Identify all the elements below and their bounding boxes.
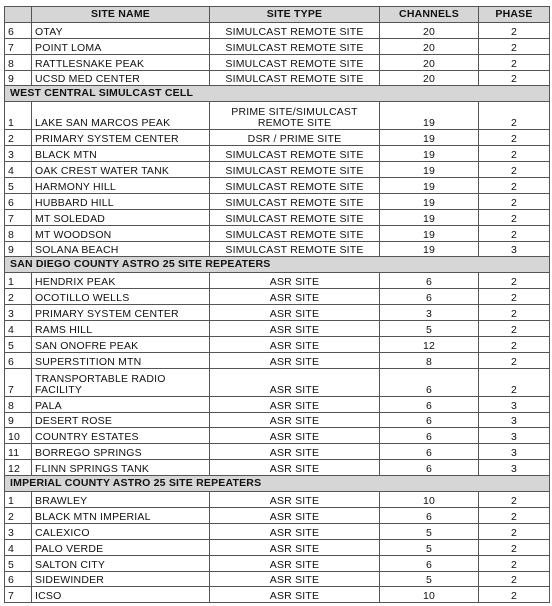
section-header-row — [5, 476, 550, 492]
site-name-cell: PRIMARY SYSTEM CENTER — [32, 130, 210, 146]
channels-cell: 19 — [380, 241, 479, 257]
row-number: 6 — [5, 352, 32, 368]
row-number: 1 — [5, 273, 32, 289]
site-type-cell: ASR SITE — [210, 412, 380, 428]
phase-cell: 2 — [479, 38, 550, 54]
site-type-cell: SIMULCAST REMOTE SITE — [210, 162, 380, 178]
site-name-cell: LAKE SAN MARCOS PEAK — [32, 102, 210, 130]
site-name-cell: HUBBARD HILL — [32, 193, 210, 209]
table-row — [5, 209, 550, 225]
site-type-cell: ASR SITE — [210, 523, 380, 539]
site-name-cell: CALEXICO — [32, 523, 210, 539]
header-phase: PHASE — [479, 7, 550, 23]
site-type-cell: PRIME SITE/SIMULCAST REMOTE SITE — [210, 102, 380, 130]
site-type-cell: ASR SITE — [210, 368, 380, 396]
site-name-cell: MT WOODSON — [32, 225, 210, 241]
section-title: IMPERIAL COUNTY ASTRO 25 SITE REPEATERS — [5, 476, 550, 492]
header-channels: CHANNELS — [380, 7, 479, 23]
table-row — [5, 460, 550, 476]
table-row — [5, 305, 550, 321]
phase-cell: 2 — [479, 507, 550, 523]
site-type-cell: ASR SITE — [210, 273, 380, 289]
site-name-cell: SALTON CITY — [32, 555, 210, 571]
site-name-cell: PALO VERDE — [32, 539, 210, 555]
site-name-cell: SUPERSTITION MTN — [32, 352, 210, 368]
table-row — [5, 507, 550, 523]
table-row — [5, 162, 550, 178]
site-type-cell: ASR SITE — [210, 587, 380, 603]
channels-cell: 19 — [380, 193, 479, 209]
channels-cell: 19 — [380, 178, 479, 194]
site-type-cell: DSR / PRIME SITE — [210, 130, 380, 146]
row-number: 10 — [5, 428, 32, 444]
site-type-cell: SIMULCAST REMOTE SITE — [210, 54, 380, 70]
site-name-cell: RAMS HILL — [32, 321, 210, 337]
site-type-cell: SIMULCAST REMOTE SITE — [210, 241, 380, 257]
table-row — [5, 555, 550, 571]
site-table — [4, 6, 550, 603]
site-name-cell: SOLANA BEACH — [32, 241, 210, 257]
row-number: 9 — [5, 412, 32, 428]
phase-cell: 2 — [479, 178, 550, 194]
phase-cell: 2 — [479, 146, 550, 162]
phase-cell: 2 — [479, 162, 550, 178]
channels-cell: 8 — [380, 352, 479, 368]
phase-cell: 2 — [479, 555, 550, 571]
channels-cell: 6 — [380, 507, 479, 523]
channels-cell: 20 — [380, 22, 479, 38]
channels-cell: 5 — [380, 571, 479, 587]
row-number: 1 — [5, 492, 32, 508]
table-row — [5, 70, 550, 86]
site-type-cell: SIMULCAST REMOTE SITE — [210, 146, 380, 162]
table-row — [5, 587, 550, 603]
channels-cell: 12 — [380, 336, 479, 352]
phase-cell: 3 — [479, 428, 550, 444]
row-number: 3 — [5, 523, 32, 539]
row-number: 12 — [5, 460, 32, 476]
table-row — [5, 178, 550, 194]
table-row — [5, 22, 550, 38]
phase-cell: 2 — [479, 352, 550, 368]
phase-cell: 2 — [479, 209, 550, 225]
table-row — [5, 146, 550, 162]
channels-cell: 6 — [380, 555, 479, 571]
channels-cell: 10 — [380, 492, 479, 508]
header-row — [5, 7, 550, 23]
channels-cell: 6 — [380, 289, 479, 305]
table-row — [5, 321, 550, 337]
phase-cell: 2 — [479, 22, 550, 38]
row-number: 4 — [5, 321, 32, 337]
site-type-cell: ASR SITE — [210, 396, 380, 412]
channels-cell: 20 — [380, 70, 479, 86]
header-site-name: SITE NAME — [32, 7, 210, 23]
phase-cell: 2 — [479, 289, 550, 305]
phase-cell: 2 — [479, 336, 550, 352]
section-title: SAN DIEGO COUNTY ASTRO 25 SITE REPEATERS — [5, 257, 550, 273]
table-row — [5, 289, 550, 305]
phase-cell: 3 — [479, 396, 550, 412]
row-number: 7 — [5, 587, 32, 603]
row-number: 3 — [5, 146, 32, 162]
phase-cell: 2 — [479, 193, 550, 209]
site-name-cell: BLACK MTN — [32, 146, 210, 162]
table-row — [5, 193, 550, 209]
row-number: 2 — [5, 130, 32, 146]
channels-cell: 19 — [380, 225, 479, 241]
table-row — [5, 241, 550, 257]
row-number: 7 — [5, 38, 32, 54]
channels-cell: 5 — [380, 539, 479, 555]
site-type-cell: ASR SITE — [210, 289, 380, 305]
phase-cell: 2 — [479, 225, 550, 241]
table-row — [5, 444, 550, 460]
site-name-cell: SAN ONOFRE PEAK — [32, 336, 210, 352]
channels-cell: 6 — [380, 428, 479, 444]
row-number: 8 — [5, 54, 32, 70]
section-title: WEST CENTRAL SIMULCAST CELL — [5, 86, 550, 102]
site-name-cell: BRAWLEY — [32, 492, 210, 508]
table-row — [5, 396, 550, 412]
table-row — [5, 352, 550, 368]
site-name-cell: HARMONY HILL — [32, 178, 210, 194]
table-row — [5, 539, 550, 555]
row-number: 9 — [5, 241, 32, 257]
site-name-cell: PRIMARY SYSTEM CENTER — [32, 305, 210, 321]
site-name-cell: MT SOLEDAD — [32, 209, 210, 225]
phase-cell: 2 — [479, 368, 550, 396]
header-num — [5, 7, 32, 23]
row-number: 6 — [5, 571, 32, 587]
row-number: 8 — [5, 396, 32, 412]
phase-cell: 3 — [479, 460, 550, 476]
site-type-cell: SIMULCAST REMOTE SITE — [210, 209, 380, 225]
row-number: 7 — [5, 368, 32, 396]
phase-cell: 2 — [479, 273, 550, 289]
table-row — [5, 130, 550, 146]
channels-cell: 5 — [380, 321, 479, 337]
site-type-cell: ASR SITE — [210, 507, 380, 523]
table-row — [5, 492, 550, 508]
channels-cell: 6 — [380, 273, 479, 289]
row-number: 6 — [5, 193, 32, 209]
channels-cell: 20 — [380, 54, 479, 70]
site-name-cell: COUNTRY ESTATES — [32, 428, 210, 444]
table-row — [5, 412, 550, 428]
site-name-cell: OCOTILLO WELLS — [32, 289, 210, 305]
section-header-row — [5, 86, 550, 102]
row-number: 6 — [5, 22, 32, 38]
site-name-cell: FLINN SPRINGS TANK — [32, 460, 210, 476]
site-type-cell: ASR SITE — [210, 555, 380, 571]
phase-cell: 3 — [479, 444, 550, 460]
site-name-cell: RATTLESNAKE PEAK — [32, 54, 210, 70]
site-name-cell: ICSO — [32, 587, 210, 603]
channels-cell: 6 — [380, 460, 479, 476]
site-type-cell: SIMULCAST REMOTE SITE — [210, 225, 380, 241]
site-type-cell: ASR SITE — [210, 352, 380, 368]
row-number: 5 — [5, 178, 32, 194]
channels-cell: 19 — [380, 209, 479, 225]
channels-cell: 6 — [380, 368, 479, 396]
site-name-cell: BLACK MTN IMPERIAL — [32, 507, 210, 523]
row-number: 9 — [5, 70, 32, 86]
channels-cell: 6 — [380, 412, 479, 428]
row-number: 2 — [5, 507, 32, 523]
phase-cell: 2 — [479, 539, 550, 555]
table-row — [5, 273, 550, 289]
site-name-cell: OAK CREST WATER TANK — [32, 162, 210, 178]
table-body — [5, 22, 550, 602]
row-number: 5 — [5, 336, 32, 352]
site-type-cell: ASR SITE — [210, 428, 380, 444]
row-number: 2 — [5, 289, 32, 305]
channels-cell: 19 — [380, 146, 479, 162]
channels-cell: 10 — [380, 587, 479, 603]
phase-cell: 2 — [479, 587, 550, 603]
table-row — [5, 54, 550, 70]
table-row — [5, 571, 550, 587]
site-name-cell: DESERT ROSE — [32, 412, 210, 428]
row-number: 7 — [5, 209, 32, 225]
phase-cell: 2 — [479, 571, 550, 587]
site-name-cell: UCSD MED CENTER — [32, 70, 210, 86]
section-header-row — [5, 257, 550, 273]
table-row — [5, 368, 550, 396]
phase-cell: 2 — [479, 130, 550, 146]
channels-cell: 5 — [380, 523, 479, 539]
site-type-cell: ASR SITE — [210, 460, 380, 476]
site-name-cell: HENDRIX PEAK — [32, 273, 210, 289]
row-number: 4 — [5, 539, 32, 555]
channels-cell: 3 — [380, 305, 479, 321]
row-number: 11 — [5, 444, 32, 460]
site-type-cell: ASR SITE — [210, 539, 380, 555]
row-number: 1 — [5, 102, 32, 130]
site-type-cell: ASR SITE — [210, 444, 380, 460]
phase-cell: 2 — [479, 70, 550, 86]
site-type-cell: SIMULCAST REMOTE SITE — [210, 70, 380, 86]
row-number: 8 — [5, 225, 32, 241]
site-type-cell: SIMULCAST REMOTE SITE — [210, 38, 380, 54]
site-name-cell: TRANSPORTABLE RADIO FACILITY — [32, 368, 210, 396]
header-site-type: SITE TYPE — [210, 7, 380, 23]
site-name-cell: OTAY — [32, 22, 210, 38]
table-row — [5, 38, 550, 54]
channels-cell: 19 — [380, 102, 479, 130]
site-name-cell: POINT LOMA — [32, 38, 210, 54]
phase-cell: 2 — [479, 102, 550, 130]
row-number: 3 — [5, 305, 32, 321]
table-row — [5, 523, 550, 539]
site-type-cell: ASR SITE — [210, 305, 380, 321]
phase-cell: 2 — [479, 492, 550, 508]
channels-cell: 19 — [380, 162, 479, 178]
table-row — [5, 428, 550, 444]
site-name-cell: BORREGO SPRINGS — [32, 444, 210, 460]
site-name-cell: SIDEWINDER — [32, 571, 210, 587]
channels-cell: 20 — [380, 38, 479, 54]
phase-cell: 2 — [479, 54, 550, 70]
channels-cell: 19 — [380, 130, 479, 146]
site-type-cell: SIMULCAST REMOTE SITE — [210, 193, 380, 209]
site-type-cell: ASR SITE — [210, 492, 380, 508]
phase-cell: 2 — [479, 305, 550, 321]
table-row — [5, 225, 550, 241]
site-type-cell: ASR SITE — [210, 321, 380, 337]
site-type-cell: SIMULCAST REMOTE SITE — [210, 22, 380, 38]
phase-cell: 2 — [479, 321, 550, 337]
table-row — [5, 336, 550, 352]
phase-cell: 2 — [479, 523, 550, 539]
channels-cell: 6 — [380, 396, 479, 412]
channels-cell: 6 — [380, 444, 479, 460]
site-type-cell: ASR SITE — [210, 336, 380, 352]
phase-cell: 3 — [479, 241, 550, 257]
site-type-cell: SIMULCAST REMOTE SITE — [210, 178, 380, 194]
row-number: 4 — [5, 162, 32, 178]
row-number: 5 — [5, 555, 32, 571]
site-type-cell: ASR SITE — [210, 571, 380, 587]
table-row — [5, 102, 550, 130]
site-name-cell: PALA — [32, 396, 210, 412]
phase-cell: 3 — [479, 412, 550, 428]
